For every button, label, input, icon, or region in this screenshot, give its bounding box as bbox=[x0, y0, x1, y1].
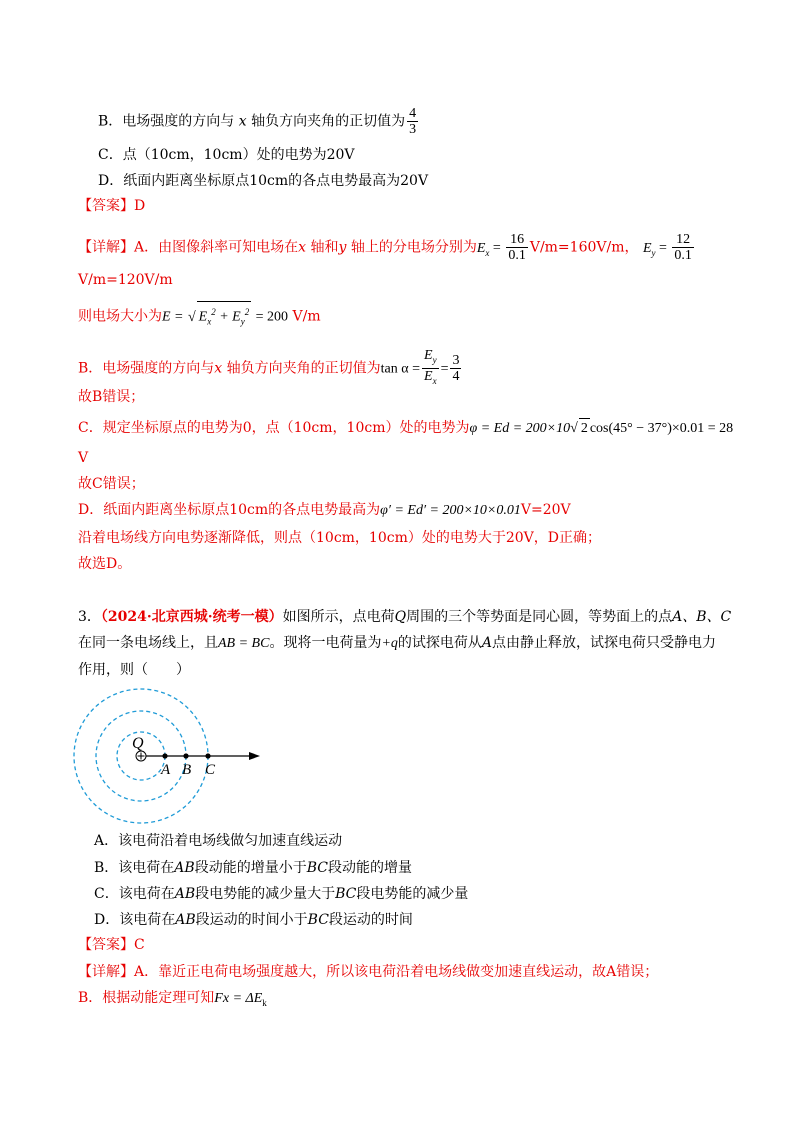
q2-detail-d bbox=[78, 500, 571, 521]
q3-number: 3． bbox=[78, 609, 101, 625]
ey-symbol bbox=[643, 241, 656, 256]
q2-detail-c-unit: V bbox=[78, 450, 89, 466]
detail-a-text: 【详解】A．由图像斜率可知电场在 bbox=[78, 239, 299, 256]
fraction-4-3 bbox=[407, 106, 418, 137]
label-a: A bbox=[161, 762, 171, 778]
x-variable: x bbox=[238, 113, 247, 130]
sqrt-2-value: 2 bbox=[579, 418, 590, 439]
fraction-denominator: 3 bbox=[409, 122, 417, 137]
q3-stem-text-4: 。现将一电荷量为 bbox=[269, 635, 382, 651]
ey-label: E bbox=[642, 240, 652, 256]
ex-sub: x bbox=[485, 247, 490, 258]
sqrt-expression: √ $E_x^2 + E_y^2$ bbox=[188, 310, 251, 325]
detail-a-text-3: 轴上的分电场分别为 bbox=[350, 239, 477, 256]
ey-sub: y bbox=[651, 247, 656, 258]
q2-detail-c-wrong: 故C错误； bbox=[78, 476, 145, 492]
q3-stem-line-2 bbox=[78, 633, 716, 654]
detail-d-text: D．纸面内距离坐标原点10cm的各点电势最高为 bbox=[78, 502, 381, 518]
detail-a-text-2: 轴和 bbox=[310, 239, 339, 256]
q2-detail-d-reason: 沿着电场线方向电势逐渐降低，则点（10cm，10cm）处的电势大于20V，D正确； bbox=[78, 530, 602, 546]
q3-option-a: A．该电荷沿着电场线做匀加速直线运动 bbox=[94, 833, 343, 849]
fraction-numerator: 3 bbox=[452, 352, 460, 368]
q2-detail-b bbox=[78, 348, 463, 389]
d-expression: φ′ = Ed′ = 200×10×0.01 bbox=[380, 503, 521, 518]
q-variable: Q bbox=[394, 609, 407, 625]
tan-expression: tan α = bbox=[380, 361, 420, 377]
option-b-text-3: 段动能的增量 bbox=[327, 860, 412, 876]
label-b: B bbox=[182, 762, 192, 778]
fraction-numerator: $E_y$ bbox=[422, 348, 439, 369]
option-b-text-2: 段动能的增量小于 bbox=[194, 860, 307, 876]
q2-option-b-text: B．电场强度的方向与 bbox=[98, 113, 235, 130]
fraction-denominator: 4 bbox=[452, 368, 460, 384]
option-d-text-2: 段运动的时间小于 bbox=[195, 912, 308, 928]
segment-ab: AB bbox=[174, 860, 195, 876]
q3-stem-text-3: 在同一条电场线上，且 bbox=[78, 635, 218, 651]
point-b-dot bbox=[183, 753, 188, 758]
fraction-denominator: 0.1 bbox=[674, 248, 692, 263]
option-b-text: B．该电荷在 bbox=[94, 860, 175, 876]
point-c-dot bbox=[205, 753, 210, 758]
arrow-head-icon bbox=[249, 752, 260, 760]
q3-stem-text-2: 周围的三个等势面是同心圆，等势面上的点 bbox=[406, 609, 673, 625]
point-a: A bbox=[481, 635, 493, 651]
equals-sign: = bbox=[440, 361, 449, 377]
energy-expression: Fx = ΔE bbox=[214, 991, 263, 1006]
tan-den-label: E bbox=[424, 368, 433, 384]
q3-stem-line-1 bbox=[78, 607, 731, 627]
fraction-numerator: 4 bbox=[409, 106, 417, 121]
ab-equals-bc: AB = BC bbox=[218, 636, 270, 651]
detail-b-text: B．电场强度的方向与 bbox=[78, 360, 215, 377]
q3-stem-line-3: 作用，则（ ） bbox=[78, 662, 190, 678]
option-d-text: D．该电荷在 bbox=[94, 912, 176, 928]
y-variable: y bbox=[338, 239, 347, 256]
option-d-text-3: 段运动的时间 bbox=[328, 912, 413, 928]
charge-q: +q bbox=[381, 636, 398, 651]
fraction-3-4 bbox=[450, 353, 461, 384]
q3-source: （2024·北京西城·统考一模） bbox=[100, 609, 283, 625]
fraction-numerator: 16 bbox=[506, 232, 528, 248]
sqrt-2: √ 2 bbox=[570, 421, 590, 436]
fraction-12-0.1 bbox=[672, 232, 694, 263]
c-expression-a: φ = Ed = 200×10 bbox=[469, 421, 571, 436]
q2-detail-b-wrong: 故B错误； bbox=[78, 389, 145, 405]
detail-b-text-2: 轴负方向夹角的正切值为 bbox=[226, 360, 381, 377]
x-variable: x bbox=[298, 239, 307, 256]
energy-sub: k bbox=[262, 997, 267, 1008]
q2-option-b-text-2: 轴负方向夹角的正切值为 bbox=[251, 113, 406, 130]
x-variable: x bbox=[214, 360, 223, 377]
label-q: Q bbox=[132, 735, 144, 752]
point-a-dot bbox=[162, 753, 167, 758]
q3-stem-text: 如图所示，点电荷 bbox=[282, 609, 395, 625]
equipotential-figure bbox=[60, 688, 270, 838]
q2-detail-a: 【详解】A．由图像斜率可知电场在x 轴和y 轴上的分电场分别为$E_x$ = $\frac{16}{0.1}$ V/m=160V/m， $E_y$ = $\frac{12}{0.1}$ bbox=[78, 232, 692, 263]
detail-c-text: C．规定坐标原点的电势为0，点（10cm，10cm）处的电势为 bbox=[78, 420, 470, 436]
q3-answer: 【答案】C bbox=[78, 937, 145, 953]
ex-label: E bbox=[476, 240, 486, 256]
q2-conclusion: 故选D。 bbox=[78, 556, 132, 572]
segment-ab: AB bbox=[175, 912, 196, 928]
fraction-denominator: 0.1 bbox=[508, 248, 526, 263]
segment-bc: BC bbox=[306, 860, 328, 876]
segment-bc: BC bbox=[335, 886, 357, 902]
option-c-text-2: 段电势能的减少量大于 bbox=[195, 886, 336, 902]
segment-bc: BC bbox=[307, 912, 329, 928]
q2-option-c: C．点（10cm，10cm）处的电势为20V bbox=[98, 147, 355, 163]
tan-num-label: E bbox=[424, 348, 433, 363]
c-expression-c: cos(45° − 37°)×0.01 = 28 bbox=[589, 421, 734, 436]
d-unit: V=20V bbox=[520, 502, 571, 518]
q3-option-b bbox=[94, 858, 412, 878]
fraction-16-0.1 bbox=[506, 232, 528, 263]
option-c-text: C．该电荷在 bbox=[94, 886, 175, 902]
magnitude-expr-right: = 200 bbox=[255, 309, 289, 325]
q2-option-d: D．纸面内距离坐标原点10cm的各点电势最高为20V bbox=[98, 173, 429, 189]
magnitude-unit: V/m bbox=[292, 308, 321, 325]
q3-option-d bbox=[94, 910, 413, 930]
detail-b-text: B．根据动能定理可知 bbox=[78, 990, 215, 1006]
points-abc: A、B、C bbox=[672, 609, 732, 625]
q2-detail-a-cont: V/m=120V/m bbox=[78, 272, 173, 288]
ex-symbol bbox=[477, 241, 490, 256]
q2-detail-c bbox=[78, 418, 733, 439]
fraction-numerator: 12 bbox=[672, 232, 694, 248]
q3-stem-text-5: 的试探电荷从 bbox=[397, 635, 482, 651]
q3-stem-text-6: 点由静止释放，试探电荷只受静电力 bbox=[492, 635, 717, 651]
fraction-ey-ex bbox=[422, 348, 439, 389]
fraction-denominator: $E_x$ bbox=[424, 368, 437, 386]
q3-detail-a: 【详解】A．靠近正电荷电场强度越大，所以该电荷沿着电场线做变加速直线运动，故A错误； bbox=[78, 964, 659, 980]
magnitude-expr-left: E = bbox=[162, 309, 184, 325]
q3-detail-b bbox=[78, 988, 267, 1013]
q2-option-b bbox=[98, 106, 420, 137]
detail-a-value-1: V/m=160V/m， bbox=[529, 239, 639, 256]
segment-ab: AB bbox=[174, 886, 196, 902]
label-c: C bbox=[205, 762, 216, 778]
option-c-text-3: 段电势能的减少量 bbox=[356, 886, 469, 902]
q2-detail-magnitude bbox=[78, 301, 321, 331]
magnitude-text: 则电场大小为 bbox=[78, 308, 162, 325]
q2-answer: 【答案】D bbox=[78, 198, 146, 214]
q3-option-c bbox=[94, 884, 468, 904]
